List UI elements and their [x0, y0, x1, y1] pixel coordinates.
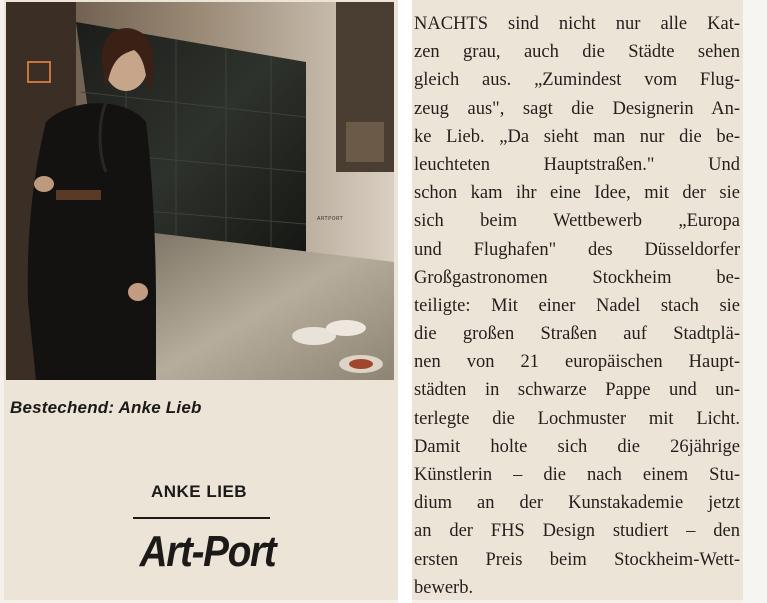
article-line: Künstlerin – die nach einem Stu- — [414, 465, 740, 485]
author-name: ANKE LIEB — [150, 482, 248, 501]
article-line: nen von 21 europäischen Haupt- — [414, 352, 740, 373]
article-line: die großen Straßen auf Stadtplä- — [414, 324, 740, 345]
article-line: an der FHS Design studiert – den — [414, 521, 740, 542]
page-margin — [743, 0, 767, 603]
article-line: dium an der Kunstakademie jetzt — [414, 493, 740, 514]
article-line: NACHTS sind nicht nur alle Kat- — [414, 14, 740, 34]
article-line: gleich aus. „Zumindest vom Flug- — [414, 70, 740, 91]
article-line: ke Lieb. „Da sieht man nur die be- — [414, 126, 740, 147]
article-line: teiligte: Mit einer Nadel stach sie — [414, 295, 740, 316]
photo-caption: Bestechend: Anke Lieb — [10, 398, 202, 417]
article-line: bewerb. — [414, 577, 474, 598]
photo-illustration — [6, 2, 394, 380]
article-line: zeug aus", sagt die Designerin An- — [414, 98, 740, 119]
portrait-photo — [6, 2, 394, 380]
article-line: ersten Preis beim Stockheim-Wett- — [414, 549, 740, 570]
photo-sign-text: ARTPORT — [317, 216, 344, 222]
article-line: schon kam ihr eine Idee, mit der sie — [414, 183, 740, 204]
article-body — [414, 10, 740, 602]
article-line: sich beim Wettbewerb „Europa — [414, 211, 740, 232]
article-line: und Flughafen" des Düsseldorfer — [414, 239, 740, 260]
article-headline: Art-Port — [139, 527, 276, 576]
column-divider — [398, 0, 412, 603]
article-line: städten in schwarze Pappe und un- — [414, 380, 740, 401]
title-rule — [133, 517, 270, 519]
article-line: zen grau, auch die Städte sehen — [414, 42, 740, 63]
article-line: leuchteten Hauptstraßen." Und — [414, 154, 740, 175]
article-line: terlegte die Lochmuster mit Licht. — [414, 408, 740, 429]
article-line: Damit holte sich die 26jährige — [414, 436, 740, 457]
article-line: Großgastronomen Stockheim be- — [414, 267, 740, 288]
